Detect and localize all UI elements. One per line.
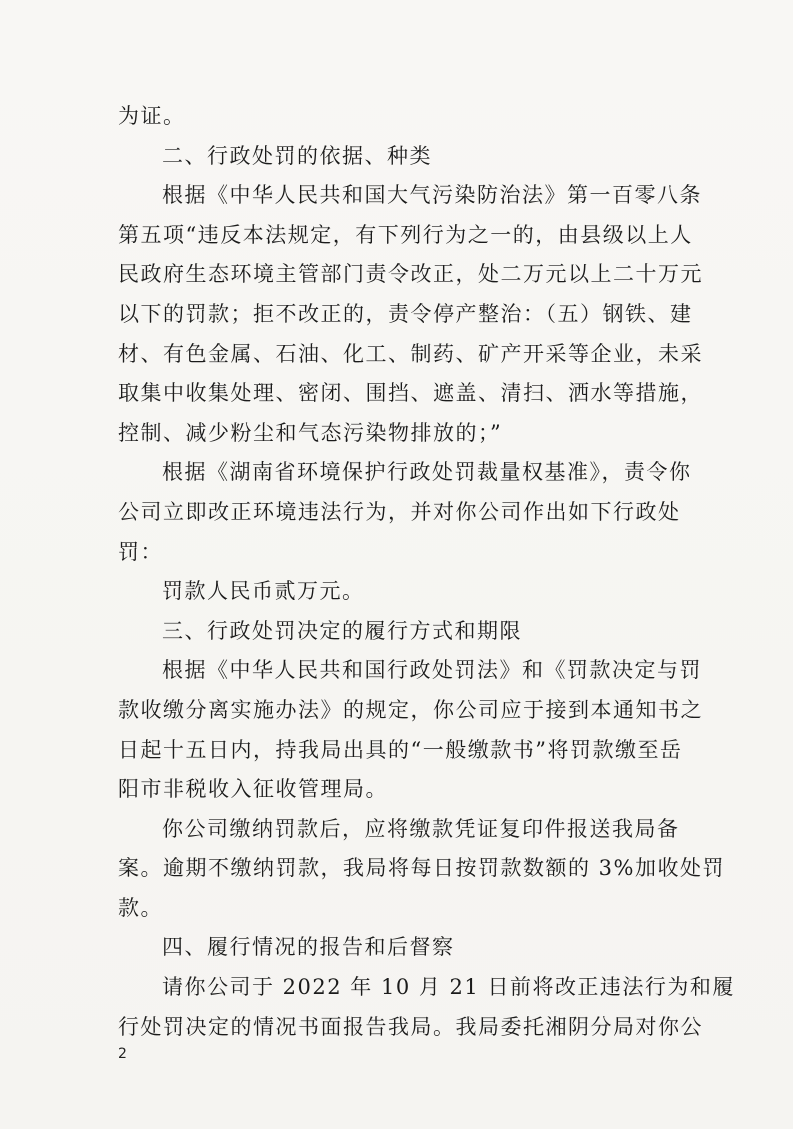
- text-line: 行处罚决定的情况书面报告我局。我局委托湘阴分局对你公: [118, 1014, 703, 1039]
- text-line: 请你公司于 2022 年 10 月 21 日前将改正违法行为和履: [162, 975, 735, 1000]
- text-line: 以下的罚款；拒不改正的，责令停产整治：（五）钢铁、建: [118, 301, 693, 326]
- text-line: 根据《中华人民共和国大气污染防治法》第一百零八条: [162, 183, 702, 208]
- document-body: [118, 97, 735, 1047]
- text-line: 二、行政处罚的依据、种类: [162, 143, 432, 168]
- text-line: 民政府生态环境主管部门责令改正，处二万元以上二十万元: [118, 262, 703, 287]
- text-line: 根据《湖南省环境保护行政处罚裁量权基准》，责令你: [162, 460, 692, 485]
- text-line: 为证。: [118, 104, 186, 128]
- text-line: 款。: [118, 895, 163, 920]
- text-line: 根据《中华人民共和国行政处罚法》和《罚款决定与罚: [162, 658, 702, 683]
- text-line: 取集中收集处理、密闭、围挡、遮盖、清扫、洒水等措施，: [118, 381, 703, 406]
- text-line: 阳市非税收入征收管理局。: [118, 777, 388, 802]
- text-line: 第五项“违反本法规定，有下列行为之一的，由县级以上人: [118, 222, 693, 247]
- text-line: 三、行政处罚决定的履行方式和期限: [162, 618, 522, 643]
- text-line: 公司立即改正环境违法行为，并对你公司作出如下行政处: [118, 499, 681, 524]
- page-number: 2: [118, 1046, 127, 1062]
- text-line: 日起十五日内，持我局出具的“一般缴款书”将罚款缴至岳: [118, 737, 683, 762]
- text-line: 罚款人民币贰万元。: [162, 579, 365, 604]
- text-line: 四、履行情况的报告和后督察: [162, 935, 455, 960]
- text-line: 控制、减少粉尘和气态污染物排放的；”: [118, 420, 503, 445]
- text-line: 罚：: [118, 539, 163, 564]
- text-line: 你公司缴纳罚款后，应将缴款凭证复印件报送我局备: [162, 816, 680, 841]
- text-line: 材、有色金属、石油、化工、制药、矿产开采等企业，未采: [118, 341, 703, 366]
- text-line: 款收缴分离实施办法》的规定，你公司应于接到本通知书之: [118, 697, 703, 722]
- text-line: 案。逾期不缴纳罚款，我局将每日按罚款数额的 3%加收处罚: [118, 856, 725, 881]
